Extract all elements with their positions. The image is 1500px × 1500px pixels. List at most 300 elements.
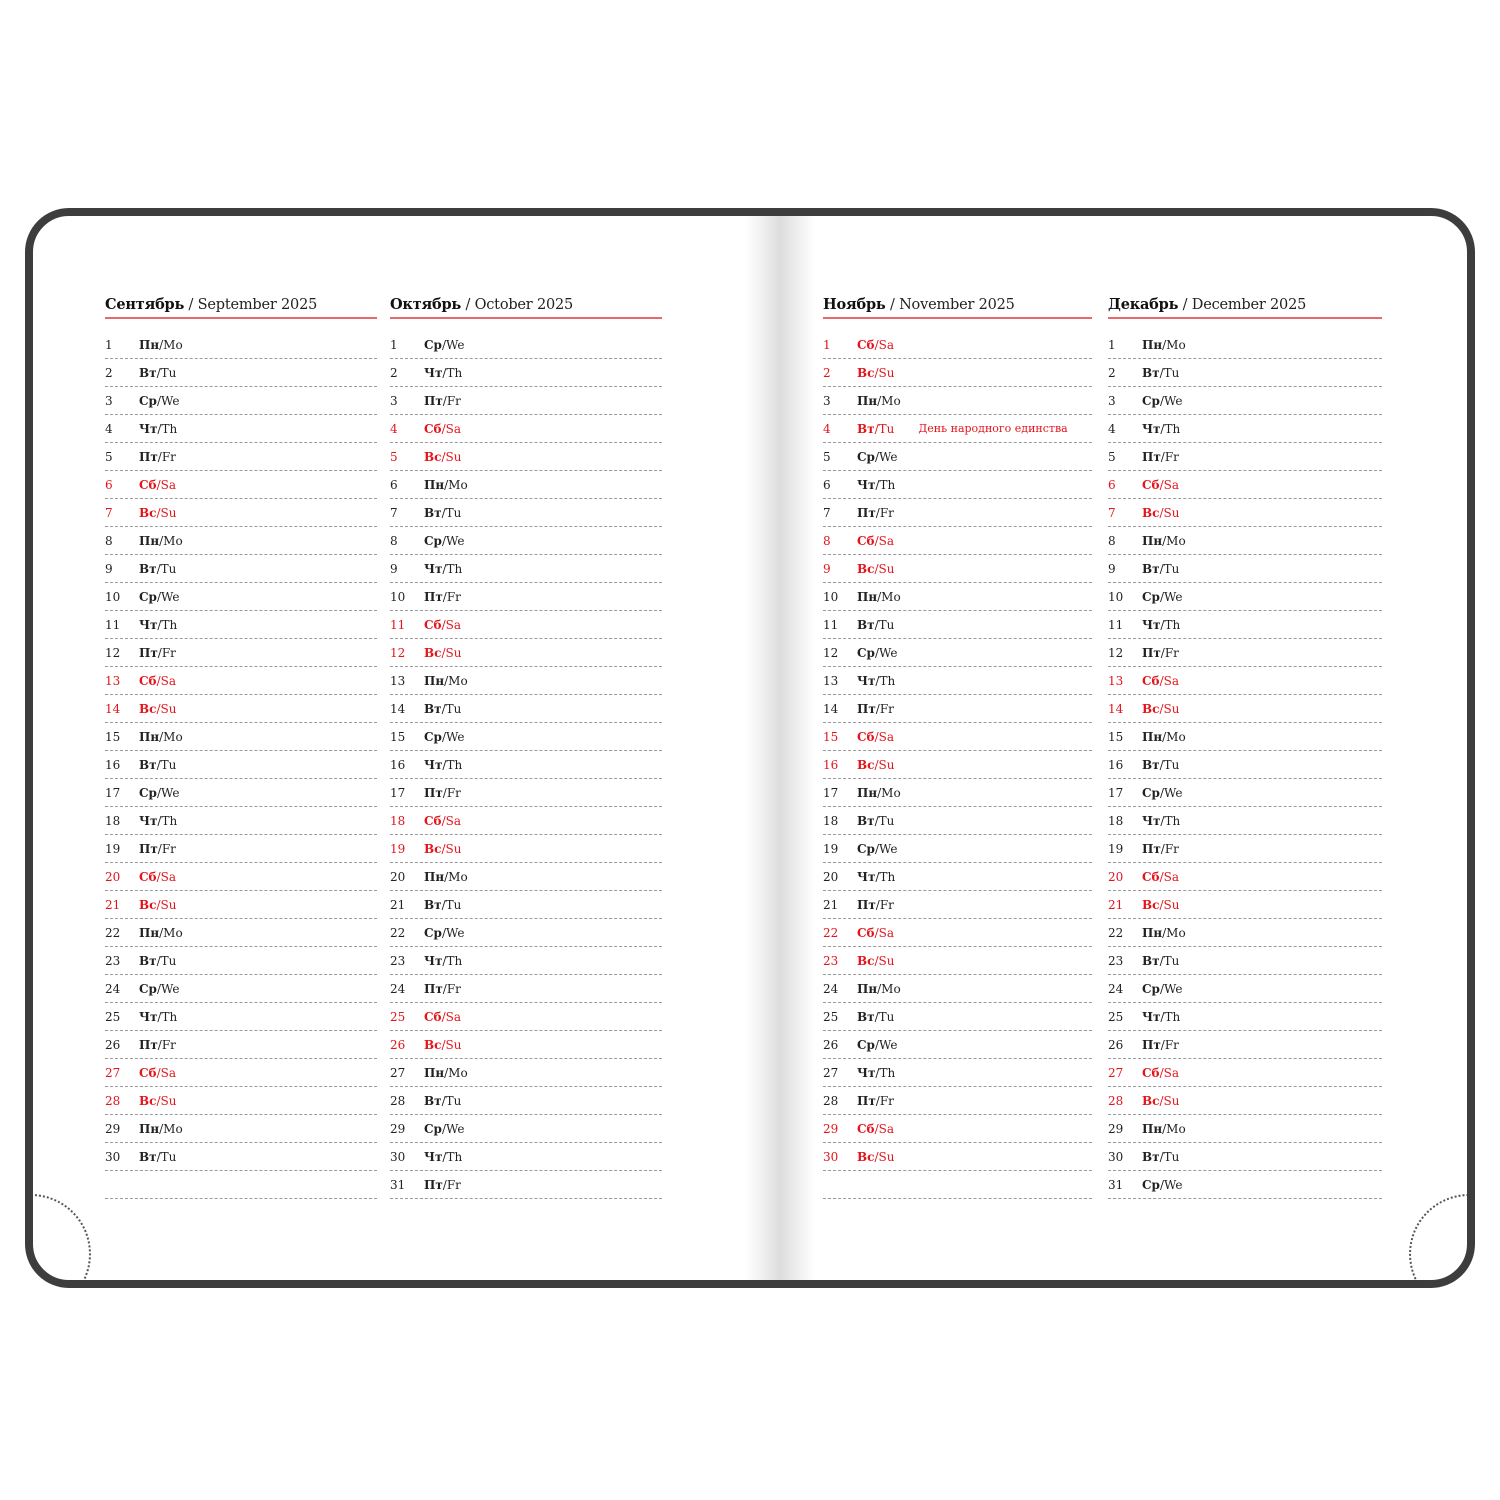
weekday-ru: Вт: [1142, 365, 1160, 380]
weekday-en: Fr: [879, 1093, 894, 1108]
day-row: [823, 583, 1092, 611]
day-number: 17: [390, 785, 406, 800]
day-row: [105, 415, 377, 443]
month-name-en: September 2025: [197, 297, 318, 313]
day-row: [390, 667, 662, 695]
weekday-ru: Пт: [139, 645, 158, 660]
day-row: [823, 359, 1092, 387]
weekday-en: Fr: [879, 897, 894, 912]
day-number: 15: [1108, 729, 1124, 744]
day-number: 30: [105, 1149, 121, 1164]
weekday-en: Su: [878, 1149, 895, 1164]
weekday-ru: Пт: [1142, 1037, 1161, 1052]
day-number: 24: [1108, 981, 1124, 996]
day-row: [823, 779, 1092, 807]
weekday-ru: Пт: [1142, 841, 1161, 856]
day-row: [105, 1059, 377, 1087]
weekday: Ср/We: [424, 533, 465, 548]
day-row: [1108, 1171, 1382, 1199]
weekday: Пн/Mo: [424, 673, 468, 688]
weekday: Пт/Fr: [857, 1093, 894, 1108]
day-row: [823, 611, 1092, 639]
weekday: Сб/Sa: [424, 421, 461, 436]
weekday-en: Sa: [878, 925, 894, 940]
day-number: 26: [1108, 1037, 1124, 1052]
weekday-ru: Сб: [139, 673, 157, 688]
day-row: [1108, 1059, 1382, 1087]
weekday: Чт/Th: [139, 813, 178, 828]
weekday-en: Sa: [1163, 1065, 1179, 1080]
day-row: [105, 359, 377, 387]
day-number: 13: [390, 673, 406, 688]
day-row: [105, 471, 377, 499]
day-row: [823, 1059, 1092, 1087]
month-december: [1108, 296, 1382, 1199]
day-number: 18: [390, 813, 406, 828]
weekday: Вс/Su: [139, 505, 177, 520]
day-number: 30: [823, 1149, 839, 1164]
weekday: Вс/Su: [1142, 897, 1180, 912]
weekday-en: Su: [160, 505, 177, 520]
weekday-en: Tu: [1163, 561, 1180, 576]
day-number: 9: [1108, 561, 1116, 576]
weekday: Сб/Sa: [1142, 1065, 1179, 1080]
day-row: [105, 499, 377, 527]
weekday-en: Sa: [160, 1065, 176, 1080]
weekday-ru: Пн: [1142, 337, 1163, 352]
weekday: Ср/We: [139, 981, 180, 996]
weekday-ru: Пн: [1142, 1121, 1163, 1136]
weekday: Вт/Tu: [139, 365, 177, 380]
day-number: 11: [105, 617, 121, 632]
weekday: Вс/Su: [857, 365, 895, 380]
weekday-en: Sa: [445, 813, 461, 828]
weekday-ru: Вт: [139, 757, 157, 772]
weekday-en: Th: [446, 953, 463, 968]
weekday-en: Su: [1163, 897, 1180, 912]
day-number: 23: [105, 953, 121, 968]
weekday-ru: Вт: [424, 897, 442, 912]
weekday: Пн/Mo: [1142, 337, 1186, 352]
weekday-ru: Ср: [857, 841, 875, 856]
weekday-ru: Пн: [857, 785, 878, 800]
weekday: Вс/Su: [1142, 1093, 1180, 1108]
day-list: [390, 331, 662, 1199]
weekday-en: Fr: [1164, 841, 1179, 856]
weekday-en: We: [161, 393, 180, 408]
day-row: [823, 555, 1092, 583]
weekday-ru: Сб: [139, 1065, 157, 1080]
weekday: Сб/Sa: [857, 337, 894, 352]
day-row: [1108, 471, 1382, 499]
weekday-ru: Вт: [424, 505, 442, 520]
weekday-en: Mo: [1166, 337, 1186, 352]
day-number: 27: [390, 1065, 406, 1080]
weekday: Пт/Fr: [139, 1037, 176, 1052]
day-number: 4: [390, 421, 398, 436]
day-number: 13: [105, 673, 121, 688]
weekday-en: We: [1164, 981, 1183, 996]
day-row: [390, 583, 662, 611]
day-number: 3: [1108, 393, 1116, 408]
weekday-en: Su: [160, 897, 177, 912]
weekday: Вт/Tu: [139, 561, 177, 576]
weekday: Вс/Su: [424, 449, 462, 464]
weekday-ru: Пн: [139, 925, 160, 940]
day-row: [823, 835, 1092, 863]
day-number: 6: [1108, 477, 1116, 492]
weekday-ru: Чт: [1142, 1009, 1161, 1024]
weekday-en: Sa: [878, 729, 894, 744]
day-number: 19: [823, 841, 839, 856]
weekday-en: Th: [446, 1149, 463, 1164]
weekday-ru: Пт: [857, 505, 876, 520]
weekday-ru: Ср: [1142, 981, 1160, 996]
weekday-en: Mo: [448, 1065, 468, 1080]
day-row: [1108, 639, 1382, 667]
weekday-en: Mo: [1166, 533, 1186, 548]
day-number: 8: [1108, 533, 1116, 548]
day-row: [105, 807, 377, 835]
day-row: [390, 443, 662, 471]
weekday-ru: Вт: [139, 561, 157, 576]
day-number: 10: [390, 589, 406, 604]
day-number: 25: [1108, 1009, 1124, 1024]
day-row: [105, 331, 377, 359]
day-row: [1108, 1087, 1382, 1115]
page-gutter: [745, 216, 815, 1280]
weekday: Чт/Th: [139, 1009, 178, 1024]
day-row: [105, 667, 377, 695]
day-row: [1108, 779, 1382, 807]
weekday-en: We: [161, 589, 180, 604]
weekday-ru: Вс: [139, 1093, 157, 1108]
day-number: 12: [1108, 645, 1124, 660]
weekday: Вт/Tu: [424, 505, 462, 520]
day-row: [1108, 1115, 1382, 1143]
weekday: Пн/Mo: [424, 1065, 468, 1080]
weekday-en: Tu: [878, 1009, 895, 1024]
weekday-ru: Пт: [424, 393, 443, 408]
day-number: 14: [390, 701, 406, 716]
day-row: [105, 835, 377, 863]
weekday-en: Sa: [1163, 869, 1179, 884]
weekday-en: Mo: [881, 589, 901, 604]
weekday-ru: Сб: [857, 925, 875, 940]
day-row: [823, 723, 1092, 751]
day-number: 5: [390, 449, 398, 464]
weekday: Пт/Fr: [424, 589, 461, 604]
weekday-ru: Чт: [857, 477, 876, 492]
day-row: [390, 359, 662, 387]
day-row: [390, 331, 662, 359]
weekday: Пт/Fr: [1142, 645, 1179, 660]
day-number: 16: [390, 757, 406, 772]
weekday: Сб/Sa: [139, 673, 176, 688]
day-number: 8: [823, 533, 831, 548]
weekday: Вт/Tu: [1142, 1149, 1180, 1164]
weekday-en: Su: [878, 953, 895, 968]
weekday-ru: Пн: [1142, 533, 1163, 548]
weekday-en: Fr: [161, 645, 176, 660]
day-number: 24: [823, 981, 839, 996]
day-row: [823, 919, 1092, 947]
day-number: 2: [105, 365, 113, 380]
weekday-en: Tu: [160, 1149, 177, 1164]
day-row: [105, 1115, 377, 1143]
weekday-en: Sa: [160, 477, 176, 492]
weekday: Вт/Tu: [139, 757, 177, 772]
day-number: 28: [390, 1093, 406, 1108]
weekday-ru: Чт: [857, 869, 876, 884]
weekday-ru: Вт: [1142, 953, 1160, 968]
day-row: [105, 723, 377, 751]
day-number: 16: [105, 757, 121, 772]
weekday: Ср/We: [1142, 589, 1183, 604]
weekday-en: Th: [161, 1009, 178, 1024]
weekday: Вт/Tu: [1142, 953, 1180, 968]
day-number: 5: [1108, 449, 1116, 464]
day-row: [390, 891, 662, 919]
weekday-ru: Вт: [1142, 757, 1160, 772]
weekday-ru: Пт: [139, 841, 158, 856]
weekday: Ср/We: [1142, 981, 1183, 996]
weekday-ru: Чт: [1142, 421, 1161, 436]
day-row: [390, 807, 662, 835]
weekday: Сб/Sa: [1142, 673, 1179, 688]
weekday-en: Th: [879, 477, 896, 492]
weekday-ru: Вс: [857, 365, 875, 380]
weekday: Вт/Tu: [139, 953, 177, 968]
weekday: Пт/Fr: [424, 1177, 461, 1192]
weekday-ru: Чт: [424, 757, 443, 772]
weekday: Сб/Sa: [139, 477, 176, 492]
day-number: 29: [1108, 1121, 1124, 1136]
weekday: Чт/Th: [857, 477, 896, 492]
weekday-ru: Ср: [1142, 1177, 1160, 1192]
weekday-ru: Пн: [857, 589, 878, 604]
day-number: 27: [1108, 1065, 1124, 1080]
weekday-en: Mo: [881, 393, 901, 408]
weekday: Вс/Su: [857, 561, 895, 576]
weekday: Вс/Su: [139, 701, 177, 716]
day-row: [1108, 863, 1382, 891]
weekday-en: Sa: [1163, 477, 1179, 492]
weekday-ru: Вс: [424, 1037, 442, 1052]
weekday-en: Mo: [881, 785, 901, 800]
day-number: 6: [105, 477, 113, 492]
month-header: Сентябрь / September 2025: [105, 296, 377, 319]
weekday-ru: Сб: [1142, 869, 1160, 884]
day-number: 4: [823, 421, 831, 436]
weekday-ru: Вс: [139, 505, 157, 520]
day-row: [105, 1087, 377, 1115]
weekday-en: Su: [445, 449, 462, 464]
weekday-en: Su: [878, 757, 895, 772]
day-number: 23: [390, 953, 406, 968]
day-row: [1108, 1003, 1382, 1031]
weekday-ru: Пн: [1142, 729, 1163, 744]
weekday: Пн/Mo: [424, 869, 468, 884]
weekday-en: Th: [446, 757, 463, 772]
day-number: 24: [105, 981, 121, 996]
day-number: 28: [1108, 1093, 1124, 1108]
weekday-en: Mo: [163, 533, 183, 548]
weekday: Вт/Tu: [139, 1149, 177, 1164]
weekday-ru: Сб: [424, 813, 442, 828]
weekday-en: Su: [445, 645, 462, 660]
weekday-en: We: [879, 1037, 898, 1052]
weekday-en: Mo: [1166, 1121, 1186, 1136]
day-row: [105, 611, 377, 639]
day-number: 20: [390, 869, 406, 884]
weekday: Вс/Su: [1142, 701, 1180, 716]
day-row: [1108, 527, 1382, 555]
weekday-ru: Чт: [424, 953, 443, 968]
weekday-ru: Сб: [857, 729, 875, 744]
weekday-en: Th: [161, 421, 178, 436]
day-number: 7: [1108, 505, 1116, 520]
day-row: [823, 863, 1092, 891]
weekday-ru: Вт: [139, 953, 157, 968]
weekday-en: We: [446, 1121, 465, 1136]
day-number: 18: [823, 813, 839, 828]
weekday: Пт/Fr: [857, 505, 894, 520]
weekday: Пт/Fr: [139, 449, 176, 464]
day-number: 16: [823, 757, 839, 772]
day-row: [1108, 723, 1382, 751]
weekday-en: Th: [879, 1065, 896, 1080]
day-row: [1108, 583, 1382, 611]
weekday-ru: Вт: [857, 813, 875, 828]
day-number: 2: [390, 365, 398, 380]
day-number: 9: [823, 561, 831, 576]
weekday: Пн/Mo: [139, 337, 183, 352]
weekday-ru: Пт: [857, 701, 876, 716]
day-number: 20: [1108, 869, 1124, 884]
weekday: Пн/Mo: [857, 393, 901, 408]
day-row: [105, 1031, 377, 1059]
day-row: [1108, 331, 1382, 359]
weekday-en: Tu: [160, 365, 177, 380]
weekday: Чт/Th: [857, 869, 896, 884]
weekday: Ср/We: [857, 449, 898, 464]
day-row: [105, 527, 377, 555]
weekday-ru: Пт: [424, 1177, 443, 1192]
weekday-en: Su: [1163, 1093, 1180, 1108]
weekday-en: Fr: [446, 393, 461, 408]
day-row: [823, 387, 1092, 415]
weekday-en: Mo: [163, 1121, 183, 1136]
weekday: Пт/Fr: [1142, 841, 1179, 856]
day-row: [390, 387, 662, 415]
day-row: [823, 471, 1092, 499]
weekday-ru: Вс: [1142, 1093, 1160, 1108]
day-number: 2: [823, 365, 831, 380]
day-row: [390, 415, 662, 443]
day-row: [1108, 891, 1382, 919]
weekday-ru: Вс: [139, 897, 157, 912]
day-number: 10: [1108, 589, 1124, 604]
day-row: [1108, 387, 1382, 415]
corner-stitching-right: [1409, 1194, 1475, 1288]
day-row: [823, 807, 1092, 835]
weekday-ru: Ср: [424, 533, 442, 548]
day-row: [823, 1115, 1092, 1143]
day-row: [823, 1031, 1092, 1059]
day-number: 1: [105, 337, 113, 352]
day-row: [1108, 807, 1382, 835]
day-number: 19: [105, 841, 121, 856]
day-row: [823, 639, 1092, 667]
weekday-en: Mo: [163, 337, 183, 352]
day-number: 9: [105, 561, 113, 576]
weekday: Пн/Mo: [139, 1121, 183, 1136]
weekday-ru: Пн: [139, 1121, 160, 1136]
weekday-en: Sa: [445, 421, 461, 436]
weekday-ru: Ср: [139, 589, 157, 604]
weekday-en: Sa: [160, 869, 176, 884]
day-row: [390, 611, 662, 639]
weekday-ru: Пн: [424, 673, 445, 688]
day-row: [1108, 1143, 1382, 1171]
weekday-en: Tu: [160, 953, 177, 968]
day-row: [823, 751, 1092, 779]
weekday-en: Sa: [878, 1121, 894, 1136]
day-row: [1108, 555, 1382, 583]
weekday: Сб/Sa: [857, 925, 894, 940]
weekday: Сб/Sa: [857, 1121, 894, 1136]
weekday-en: We: [1164, 1177, 1183, 1192]
weekday-ru: Сб: [424, 617, 442, 632]
weekday-en: We: [1164, 393, 1183, 408]
weekday: Сб/Sa: [857, 533, 894, 548]
weekday: Чт/Th: [424, 757, 463, 772]
day-row: [105, 863, 377, 891]
weekday: Пт/Fr: [857, 701, 894, 716]
weekday: Пт/Fr: [1142, 1037, 1179, 1052]
weekday-ru: Ср: [857, 1037, 875, 1052]
weekday-ru: Вс: [857, 953, 875, 968]
weekday: Вс/Su: [139, 897, 177, 912]
weekday-en: Mo: [448, 673, 468, 688]
day-number: 19: [390, 841, 406, 856]
weekday-en: We: [446, 925, 465, 940]
day-list: [1108, 331, 1382, 1199]
weekday: Вт/Tu: [857, 1009, 895, 1024]
day-row: [105, 919, 377, 947]
day-number: 3: [105, 393, 113, 408]
day-number: 11: [823, 617, 839, 632]
day-number: 12: [390, 645, 406, 660]
day-number: 1: [1108, 337, 1116, 352]
weekday-ru: Пт: [424, 589, 443, 604]
month-header: Декабрь / December 2025: [1108, 296, 1382, 319]
weekday: Сб/Sa: [424, 617, 461, 632]
weekday: Чт/Th: [1142, 1009, 1181, 1024]
weekday-en: Su: [160, 1093, 177, 1108]
weekday: Чт/Th: [139, 617, 178, 632]
day-number: 23: [823, 953, 839, 968]
day-number: 15: [105, 729, 121, 744]
weekday: Вт/Tu: [857, 617, 895, 632]
weekday-ru: Пн: [857, 981, 878, 996]
day-number: 1: [823, 337, 831, 352]
day-row: [390, 919, 662, 947]
weekday-en: Tu: [160, 757, 177, 772]
weekday-ru: Ср: [1142, 589, 1160, 604]
weekday-ru: Сб: [1142, 1065, 1160, 1080]
